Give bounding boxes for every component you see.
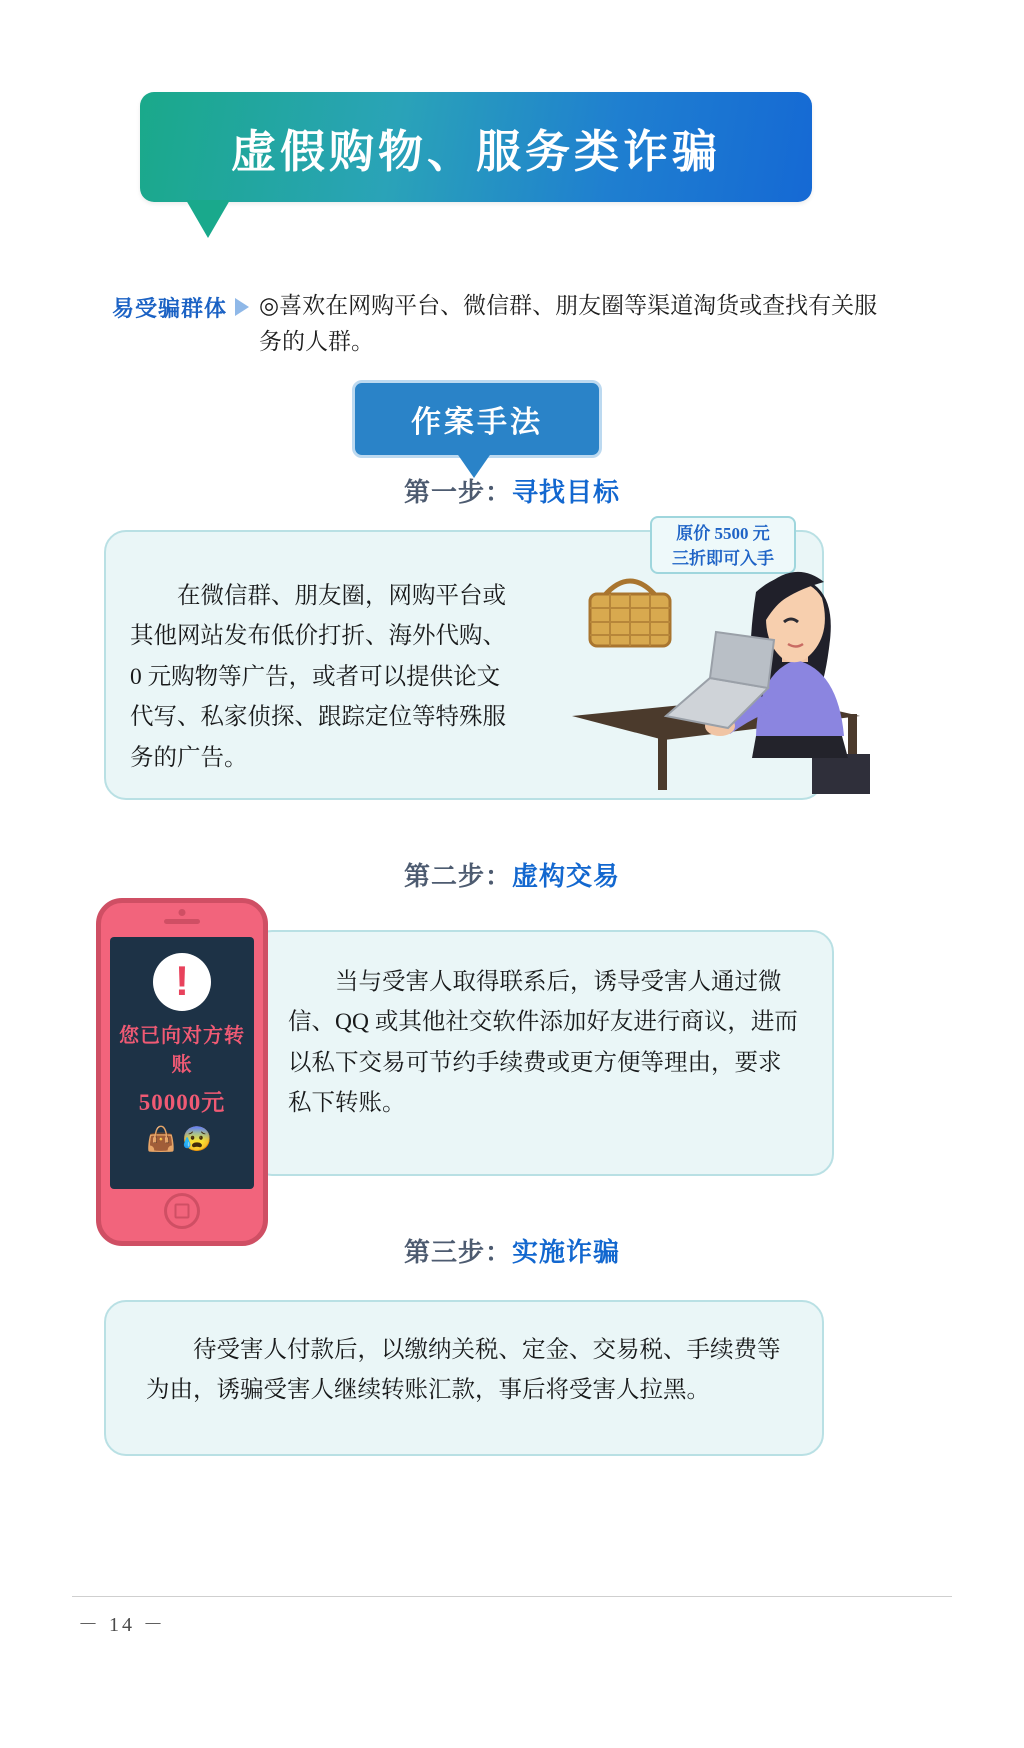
- woman-at-laptop-illustration: [560, 540, 880, 800]
- phone-transfer-text: 您已向对方转账: [119, 1025, 245, 1076]
- step-3-prefix: 第三步：: [403, 1238, 512, 1267]
- step-2-prefix: 第二步：: [403, 862, 512, 891]
- phone-screen: [110, 937, 254, 1189]
- smartphone-illustration: [96, 898, 268, 1246]
- phone-transfer-amount: 50000元: [138, 1090, 226, 1115]
- method-heading-label: 作案手法: [411, 406, 543, 439]
- victim-group-label: 易受骗群体: [112, 296, 228, 321]
- price-tag-line2: 三折即可入手: [672, 548, 774, 568]
- phone-home-button: [164, 1193, 200, 1229]
- alert-exclamation-icon: !: [153, 953, 211, 1011]
- phone-camera-icon: [179, 909, 186, 916]
- title-banner-pointer: [186, 200, 230, 238]
- step-2-name: 虚构交易: [512, 862, 621, 891]
- triangle-right-icon: [235, 298, 249, 316]
- step-1-heading: [0, 472, 1024, 509]
- step-2-heading: [0, 856, 1024, 893]
- page-number: － 14 －: [78, 1614, 166, 1636]
- step-3-name: 实施诈骗: [512, 1238, 621, 1267]
- step-2-body: 当与受害人取得联系后，诱导受害人通过微信、QQ 或其他社交软件添加好友进行商议，进而以私下交易可节约手续费或更方便等理由，要求私下转账。: [288, 969, 798, 1117]
- victim-group-row: [112, 288, 922, 361]
- footer-divider: [72, 1596, 952, 1597]
- phone-speaker-icon: [164, 919, 200, 924]
- title-banner-body: [140, 92, 812, 202]
- step-1-prefix: 第一步：: [403, 478, 512, 507]
- step-1-body: 在微信群、朋友圈，网购平台或其他网站发布低价打折、海外代购、0 元购物等广告，或者可以提供论文代写、私家侦探、跟踪定位等特殊服务的广告。: [130, 583, 506, 771]
- phone-emoji-row: 👜😰: [146, 1127, 218, 1153]
- page-title-banner: [140, 92, 812, 202]
- basket-bag-icon: [590, 581, 670, 646]
- step-3-body: 待受害人付款后，以缴纳关税、定金、交易税、手续费等为由，诱骗受害人继续转账汇款，事后将受害人拉黑。: [146, 1337, 781, 1404]
- step-1-name: 寻找目标: [512, 478, 621, 507]
- victim-group-text: ◎喜欢在网购平台、微信群、朋友圈等渠道淘货或查找有关服务的人群。: [259, 293, 878, 355]
- page-title: 虚假购物、服务类诈骗: [230, 126, 721, 177]
- step-3-heading: [0, 1232, 1024, 1269]
- method-heading-box: [352, 380, 602, 458]
- price-tag-line1: 原价 5500 元: [676, 524, 770, 543]
